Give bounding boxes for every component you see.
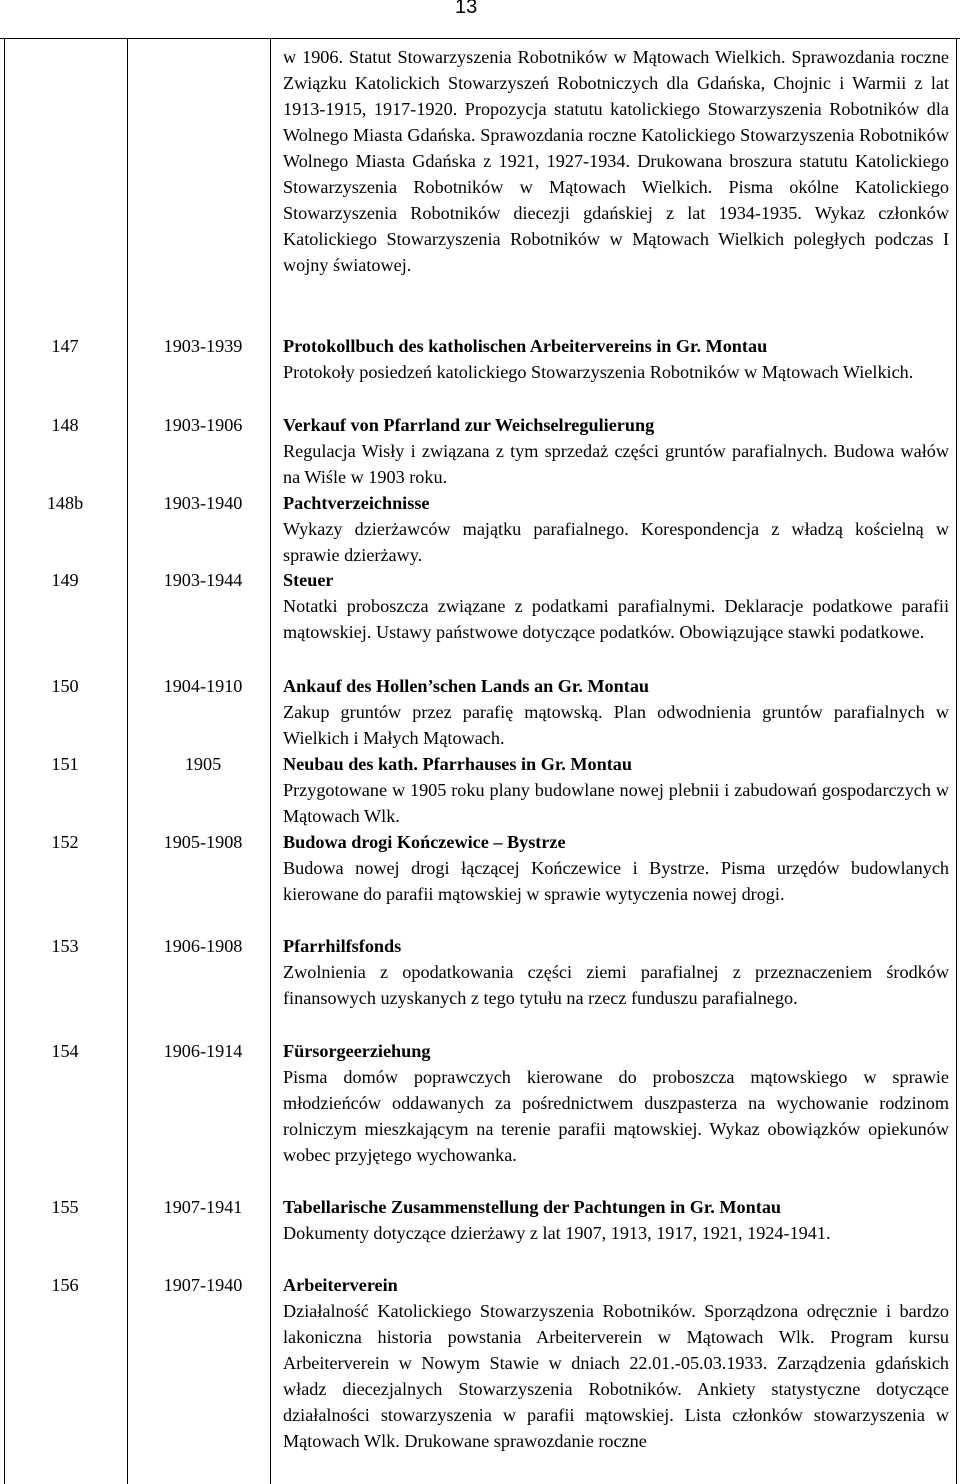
entry-description: Działalność Katolickiego Stowarzyszenia Robotników. Sporządzona odręcznie i bardzo lakoniczna historia powstania Arbeiterverein w Mątowach Wlk. Program kursu Arbeiterverein w Nowym Stawie w dniach 22.01.-05.03.1933. Zarządzenia gdańskich władz diecezjalnych Stowarzyszenia Robotników. Ankiety statystyczne dotyczące działalności stowarzyszenia w parafii mątowskiej. Lista członków stowarzyszenia w Mątowach Wlk. Drukowane sprawozdanie roczne bbox=[283, 1301, 949, 1451]
entry-title: Tabellarische Zusammenstellung der Pachtungen in Gr. Montau bbox=[283, 1197, 782, 1217]
entry-body bbox=[283, 412, 949, 490]
entry-title: Neubau des kath. Pfarrhauses in Gr. Montau bbox=[283, 754, 632, 774]
entry-number: 152 bbox=[51, 832, 79, 852]
entry-description: Pisma domów poprawczych kierowane do proboszcza mątowskiego w sprawie młodzieńców oddawanych za pośrednictwem duszpasterza na wychowanie rodzinom rolniczym mieszkającym na terenie parafii mątowskiej. Wykaz obowiązków opiekunów wobec przyjętego wychowanka. bbox=[283, 1067, 949, 1165]
entry-body bbox=[283, 490, 949, 568]
entry-title: Fürsorgeerziehung bbox=[283, 1041, 431, 1061]
entry-body bbox=[283, 333, 949, 385]
entry-number: 148b bbox=[46, 493, 84, 513]
entry-number: 153 bbox=[51, 936, 79, 956]
entry-number: 149 bbox=[51, 570, 79, 590]
entry-number: 151 bbox=[51, 754, 79, 774]
entry-description: Zwolnienia z opodatkowania części ziemi parafialnej z przeznaczeniem środków finansowych uzyskanych z tego tytułu na rzecz funduszu parafialnego. bbox=[283, 962, 949, 1008]
column-rule-left bbox=[4, 38, 5, 1484]
entry-title: Pfarrhilfsfonds bbox=[283, 936, 402, 956]
entry-title: Arbeiterverein bbox=[283, 1275, 398, 1295]
entry-body bbox=[283, 1194, 949, 1246]
entry-number: 147 bbox=[51, 336, 79, 356]
entry-dates: 1905 bbox=[184, 754, 222, 774]
entry-body bbox=[283, 933, 949, 1011]
column-rule-right bbox=[956, 38, 957, 1484]
page-number: 13 bbox=[455, 0, 478, 18]
entry-title: Budowa drogi Kończewice – Bystrze bbox=[283, 832, 566, 852]
top-rule bbox=[0, 38, 960, 39]
entry-number: 155 bbox=[51, 1197, 79, 1217]
entry-body bbox=[283, 1038, 949, 1168]
entry-description: Protokoły posiedzeń katolickiego Stowarzyszenia Robotników w Mątowach Wielkich. bbox=[283, 362, 914, 382]
entry-description: Notatki proboszcza związane z podatkami parafialnymi. Deklaracje podatkowe parafii mątowskiej. Ustawy państwowe dotyczące podatków. Obowiązujące stawki podatkowe. bbox=[283, 596, 949, 642]
entry-number: 148 bbox=[51, 415, 79, 435]
entry-number: 156 bbox=[51, 1275, 79, 1295]
entry-dates: 1907-1941 bbox=[163, 1197, 243, 1217]
entry-title: Verkauf von Pfarrland zur Weichselregulierung bbox=[283, 415, 655, 435]
continuation-text: w 1906. Statut Stowarzyszenia Robotników w Mątowach Wielkich. Sprawozdania roczne Związku Katolickich Stowarzyszeń Robotniczych dla Gdańska, Chojnic i Warmii z lat 1913-1915, 1917-1920. Propozycja statutu katolickiego Stowarzyszenia Robotników dla Wolnego Miasta Gdańska. Sprawozdania roczne Katolickiego Stowarzyszenia Robotników Wolnego Miasta Gdańska z 1921, 1927-1934. Drukowana broszura statutu Katolickiego Stowarzyszenia Robotników w Mątowach Wielkich. Pisma okólne Katolickiego Stowarzyszenia Robotników diecezji gdańskiej z lat 1934-1935. Wykaz członków Katolickiego Stowarzyszenia Robotników w Mątowach Wielkich poległych podczas I wojny światowej. bbox=[283, 47, 949, 275]
entry-dates: 1906-1908 bbox=[163, 936, 243, 956]
entry-description: Dokumenty dotyczące dzierżawy z lat 1907, 1913, 1917, 1921, 1924-1941. bbox=[283, 1223, 831, 1243]
entry-number: 154 bbox=[51, 1041, 79, 1061]
entry-dates: 1907-1940 bbox=[163, 1275, 243, 1295]
entry-title: Ankauf des Hollen’schen Lands an Gr. Montau bbox=[283, 676, 650, 696]
entry-description: Budowa nowej drogi łączącej Kończewice i Bystrze. Pisma urzędów budowlanych kierowane do parafii mątowskiej w sprawie wytyczenia nowej drogi. bbox=[283, 858, 949, 904]
entry-dates: 1905-1908 bbox=[163, 832, 243, 852]
entry-dates: 1903-1944 bbox=[163, 570, 243, 590]
entry-description: Regulacja Wisły i związana z tym sprzedaż części gruntów parafialnych. Budowa wałów na Wiśle w 1903 roku. bbox=[283, 441, 949, 487]
entry-body bbox=[283, 1272, 949, 1454]
entry-dates: 1904-1910 bbox=[163, 676, 243, 696]
entry-description: Wykazy dzierżawców majątku parafialnego. Korespondencja z władzą kościelną w sprawie dzierżawy. bbox=[283, 519, 949, 565]
entry-description: Przygotowane w 1905 roku plany budowlane nowej plebnii i zabudowań gospodarczych w Mątowach Wlk. bbox=[283, 780, 949, 826]
entry-dates: 1903-1939 bbox=[163, 336, 243, 356]
entry-body bbox=[283, 673, 949, 751]
column-rule-2 bbox=[127, 38, 128, 1484]
entry-body bbox=[283, 751, 949, 829]
entry-title: Steuer bbox=[283, 570, 334, 590]
entry-dates: 1903-1940 bbox=[163, 493, 243, 513]
entry-title: Protokollbuch des katholischen Arbeitervereins in Gr. Montau bbox=[283, 336, 768, 356]
entry-dates: 1906-1914 bbox=[163, 1041, 243, 1061]
entry-title: Pachtverzeichnisse bbox=[283, 493, 430, 513]
entry-dates: 1903-1906 bbox=[163, 415, 243, 435]
entry-description: Zakup gruntów przez parafię mątowską. Plan odwodnienia gruntów parafialnych w Wielkich i Małych Mątowach. bbox=[283, 702, 949, 748]
entry-body bbox=[283, 829, 949, 907]
entry-number: 150 bbox=[51, 676, 79, 696]
entry-body bbox=[283, 567, 949, 645]
column-rule-3 bbox=[270, 38, 271, 1484]
